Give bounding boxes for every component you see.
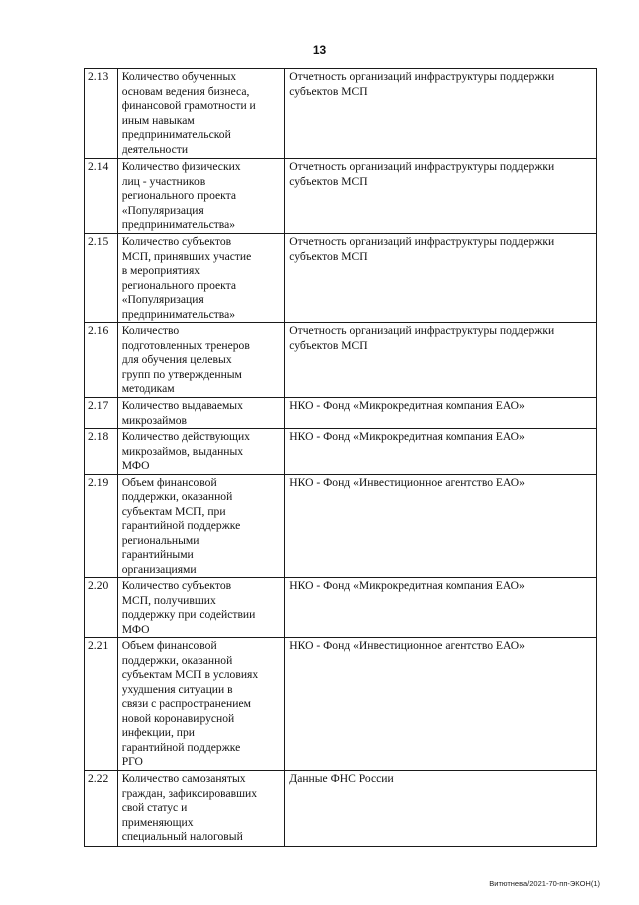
row-number: 2.13 xyxy=(88,70,109,83)
indicator-name: Объем финансовой поддержки, оказанной субъектам МСП, при гарантийной поддержке региональными гарантийными организациями xyxy=(121,475,241,576)
data-source: Отчетность организаций инфраструктуры поддержки субъектов МСП xyxy=(289,70,555,98)
indicator-name: Количество обученных основам ведения бизнеса, финансовой грамотности и иным навыкам предпринимательской деятельности xyxy=(121,70,256,156)
indicator-name: Количество действующих микрозаймов, выданных МФО xyxy=(121,430,250,472)
data-source: НКО - Фонд «Инвестиционное агентство ЕАО» xyxy=(289,639,525,652)
row-number: 2.15 xyxy=(88,235,109,248)
data-source: НКО - Фонд «Микрокредитная компания ЕАО» xyxy=(289,430,525,443)
row-number: 2.18 xyxy=(88,430,109,443)
table-row xyxy=(85,234,597,323)
indicator-name: Количество подготовленных тренеров для обучения целевых групп по утвержденным методикам xyxy=(121,324,250,395)
table-row xyxy=(85,578,597,638)
table-row xyxy=(85,159,597,234)
table-row xyxy=(85,638,597,771)
data-source: Данные ФНС России xyxy=(289,772,394,785)
table-row xyxy=(85,69,597,159)
table-row xyxy=(85,429,597,475)
row-number: 2.14 xyxy=(88,160,109,173)
indicator-name: Количество физических лиц - участников регионального проекта «Популяризация предпринимательства» xyxy=(121,160,241,231)
data-source: Отчетность организаций инфраструктуры поддержки субъектов МСП xyxy=(289,160,555,188)
data-source: НКО - Фонд «Микрокредитная компания ЕАО» xyxy=(289,579,525,592)
data-source: НКО - Фонд «Микрокредитная компания ЕАО» xyxy=(289,399,525,412)
document-code: Витютнева/2021-70-пп-ЭКОН(1) xyxy=(489,879,600,888)
row-number: 2.22 xyxy=(88,772,109,785)
table-row xyxy=(85,474,597,578)
indicator-name: Количество субъектов МСП, получивших поддержку при содействии МФО xyxy=(121,579,256,636)
row-number: 2.16 xyxy=(88,324,109,337)
row-number: 2.19 xyxy=(88,475,109,489)
row-number: 2.17 xyxy=(88,399,109,412)
table-row xyxy=(85,771,597,847)
indicator-name: Количество субъектов МСП, принявших участие в мероприятиях регионального проекта «Популяризация предпринимательства» xyxy=(121,235,252,321)
table-row xyxy=(85,398,597,429)
data-source: Отчетность организаций инфраструктуры поддержки субъектов МСП xyxy=(289,324,555,352)
row-number: 2.20 xyxy=(88,579,109,592)
indicator-name: Количество самозанятых граждан, зафиксировавших свой статус и применяющих специальный налоговый xyxy=(121,772,258,843)
page-number: 13 xyxy=(312,43,327,57)
data-source: Отчетность организаций инфраструктуры поддержки субъектов МСП xyxy=(289,235,555,263)
indicator-name: Объем финансовой поддержки, оказанной субъектам МСП в условиях ухудшения ситуации в связи с распространением новой коронавирусной инфекции, при гарантийной поддержке РГО xyxy=(121,639,259,768)
data-source: НКО - Фонд «Инвестиционное агентство ЕАО» xyxy=(289,475,525,489)
indicators-table xyxy=(84,68,597,847)
indicator-name: Количество выдаваемых микрозаймов xyxy=(121,399,243,427)
table-row xyxy=(85,323,597,398)
row-number: 2.21 xyxy=(88,639,109,652)
